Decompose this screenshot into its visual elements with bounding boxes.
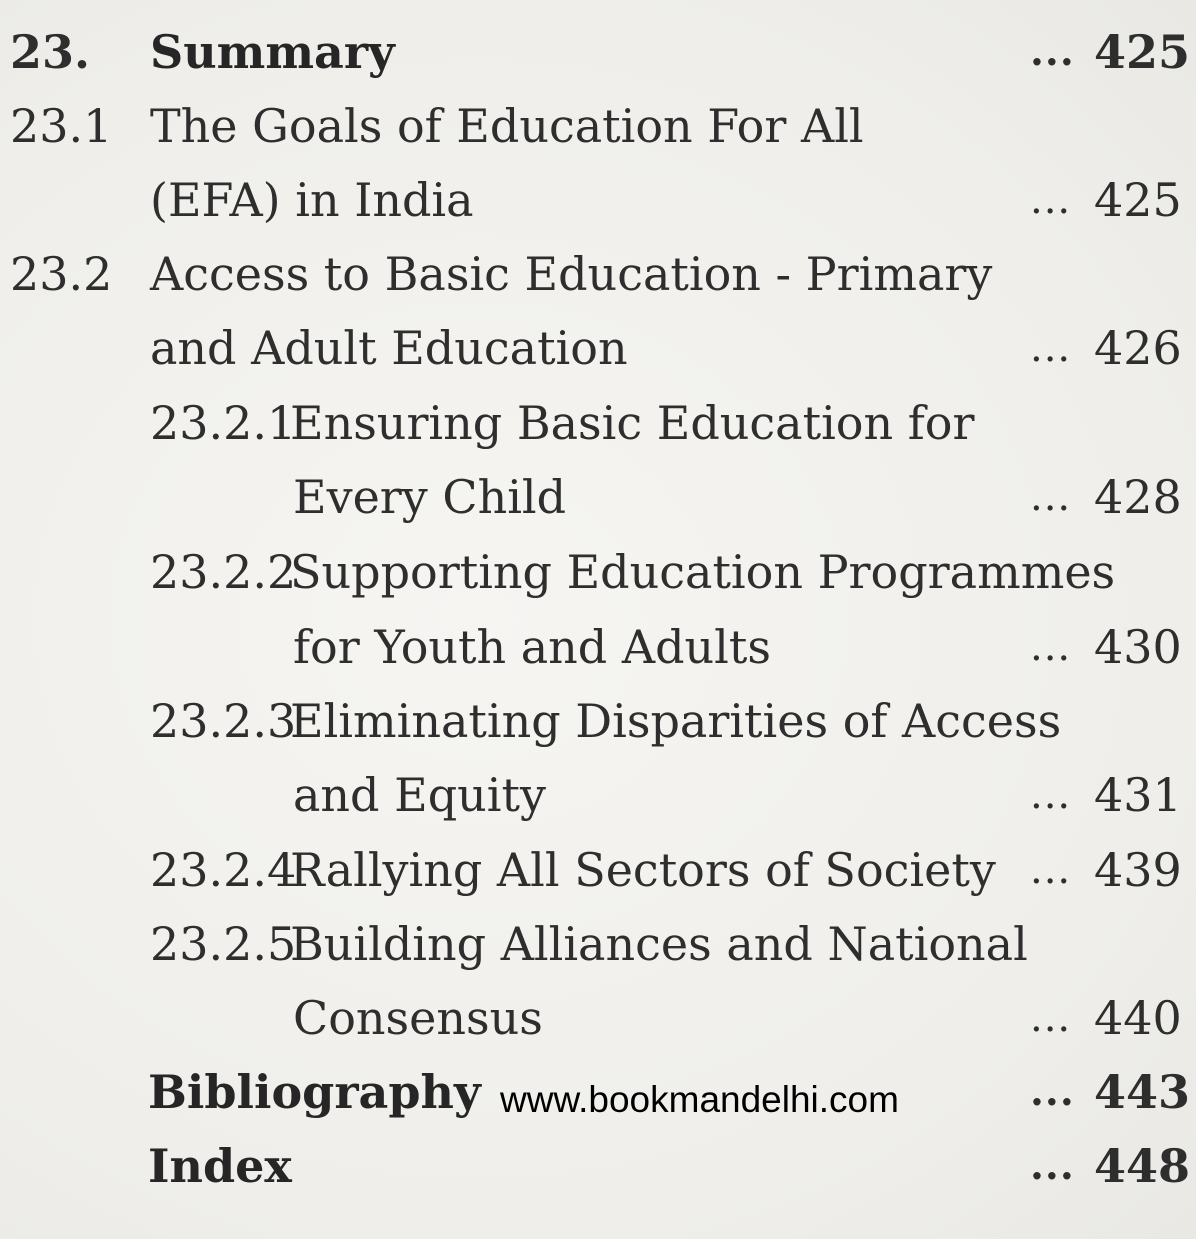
leader-dots: ... bbox=[1030, 325, 1072, 371]
entry-title: Eliminating Disparities of Access bbox=[290, 694, 1062, 748]
entry-title-continued: for Youth and Adults bbox=[293, 620, 771, 674]
leader-dots: ... bbox=[1030, 624, 1072, 670]
entry-number: 23.1 bbox=[10, 99, 113, 153]
page-number: 431 bbox=[1094, 768, 1182, 822]
entry-title-continued: Every Child bbox=[293, 470, 567, 524]
leader-dots: ... bbox=[1030, 847, 1072, 893]
entry-title: Ensuring Basic Education for bbox=[290, 396, 975, 450]
entry-title-continued: and Equity bbox=[293, 768, 546, 822]
leader-dots: ... bbox=[1030, 995, 1072, 1041]
entry-title: Bibliography bbox=[148, 1065, 481, 1119]
entry-title-continued: (EFA) in India bbox=[150, 173, 474, 227]
page-number: 428 bbox=[1094, 470, 1182, 524]
leader-dots: ... bbox=[1030, 772, 1072, 818]
entry-number: 23.2.3 bbox=[150, 694, 297, 748]
entry-number: 23.2.4 bbox=[150, 843, 297, 897]
entry-number: 23.2.2 bbox=[150, 545, 297, 599]
page-number: 448 bbox=[1094, 1139, 1191, 1193]
leader-dots: ... bbox=[1030, 177, 1072, 223]
leader-dots: ... bbox=[1030, 28, 1075, 75]
entry-title: Rallying All Sectors of Society bbox=[290, 843, 996, 897]
entry-title: Summary bbox=[150, 25, 395, 79]
watermark-url: www.bookmandelhi.com bbox=[500, 1079, 899, 1120]
entry-number: 23.2.1 bbox=[150, 396, 297, 450]
entry-title-continued: and Adult Education bbox=[150, 321, 628, 375]
page-number: 439 bbox=[1094, 843, 1182, 897]
entry-title: Index bbox=[148, 1139, 292, 1193]
leader-dots: ... bbox=[1030, 1142, 1075, 1189]
leader-dots: ... bbox=[1030, 474, 1072, 520]
page-number: 440 bbox=[1094, 991, 1182, 1045]
entry-title: The Goals of Education For All bbox=[150, 99, 864, 153]
entry-number: 23.2 bbox=[10, 247, 113, 301]
entry-title: Access to Basic Education - Primary bbox=[150, 247, 993, 301]
page-number: 430 bbox=[1094, 620, 1182, 674]
entry-title: Building Alliances and National bbox=[290, 917, 1028, 971]
entry-title: Supporting Education Programmes bbox=[290, 545, 1116, 599]
leader-dots: ... bbox=[1030, 1068, 1075, 1115]
entry-number: 23.2.5 bbox=[150, 917, 297, 971]
page-number: 425 bbox=[1094, 173, 1182, 227]
page-number: 426 bbox=[1094, 321, 1182, 375]
page-number: 425 bbox=[1094, 25, 1191, 79]
page-number: 443 bbox=[1094, 1065, 1191, 1119]
entry-title-continued: Consensus bbox=[293, 991, 543, 1045]
entry-number: 23. bbox=[10, 25, 91, 79]
